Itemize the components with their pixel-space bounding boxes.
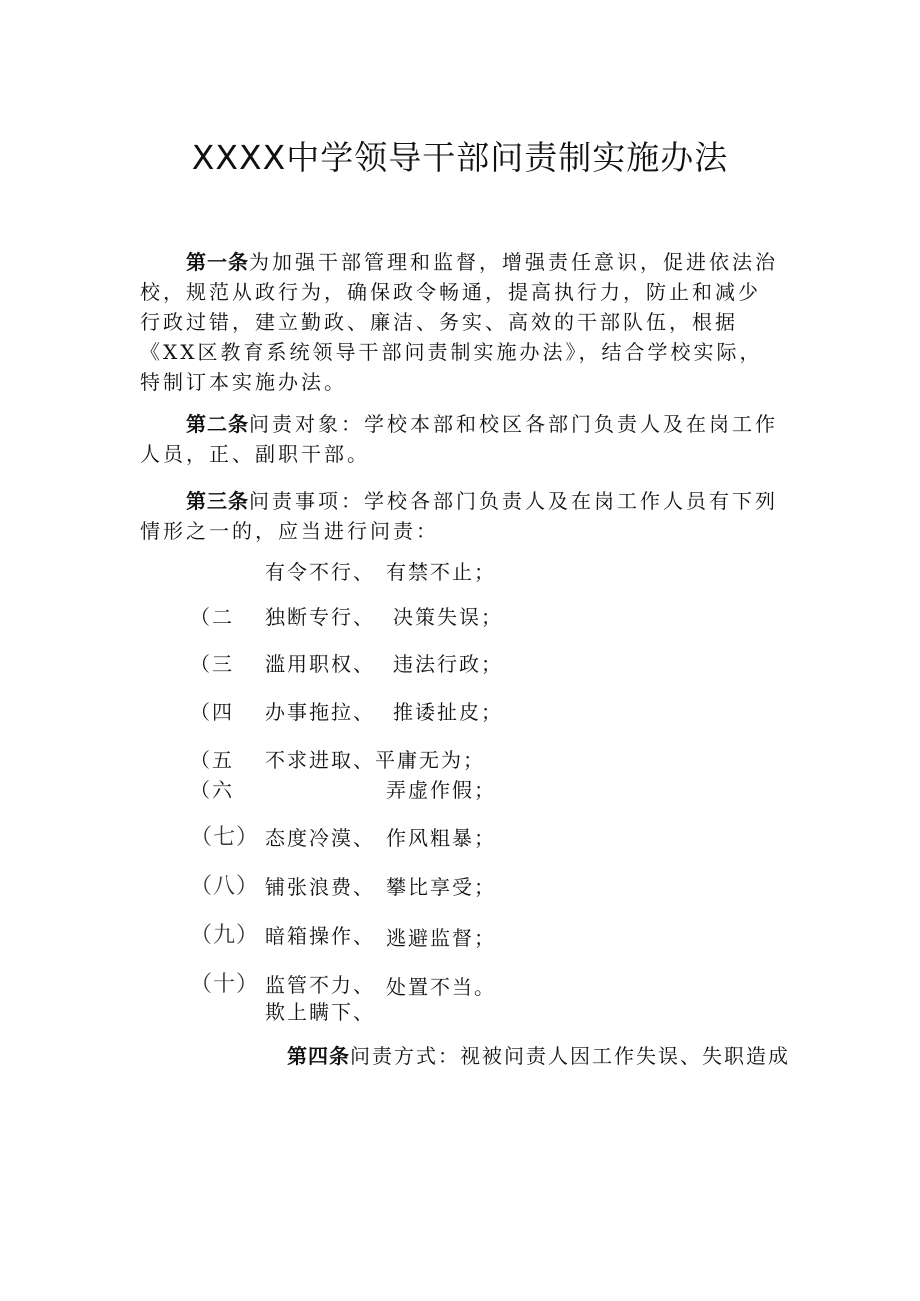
- item-text-a: 滥用职权、: [265, 652, 375, 676]
- item-number: （五: [190, 748, 234, 772]
- item-text-b: 攀比享受；: [386, 875, 496, 899]
- article-2-text: 问责对象：学校本部和校区各部门负责人及在岗工作人员，正、副职干部。: [140, 412, 778, 466]
- item-text-a: 不求进取、平庸无为；: [265, 748, 485, 772]
- article-4-text: 问责方式：视被问责人因工作失误、失职造成: [350, 1044, 790, 1068]
- item-text-b: 逃避监督；: [386, 926, 496, 950]
- article-4: [287, 1041, 790, 1071]
- item-text-a: 暗箱操作、: [265, 924, 375, 948]
- item-text-b: 违法行政；: [393, 652, 503, 676]
- item-number: （三: [190, 652, 234, 676]
- item-number: （六: [190, 778, 234, 802]
- article-4-label: 第四条: [287, 1044, 350, 1068]
- item-text-b: 处置不当。: [386, 975, 496, 999]
- item-text-a: 态度冷漠、: [265, 826, 375, 850]
- item-text-a: 独断专行、: [265, 605, 375, 629]
- article-3: [140, 486, 780, 546]
- item-number: （十）: [190, 972, 260, 997]
- document-title: XXXX中学领导干部问责制实施办法: [191, 138, 729, 177]
- item-text-b: 推诿扯皮；: [393, 700, 503, 724]
- item-text-b: 有禁不止；: [386, 560, 496, 584]
- item-number: （九）: [190, 923, 260, 948]
- item-text-a: 铺张浪费、: [265, 875, 375, 899]
- item-text-a: 监管不力、: [265, 973, 375, 997]
- article-1-text: 为加强干部管理和监督，增强责任意识，促进依法治校，规范从政行为，确保政令畅通，提高执行力，防止和减少行政过错，建立勤政、廉洁、务实、高效的干部队伍，根据《XX区教育系统领导干部问责制实施办法》，结合学校实际，特制订本实施办法。: [140, 250, 778, 394]
- item-text-a: 办事拖拉、: [265, 700, 375, 724]
- item-text-b: 作风粗暴；: [386, 826, 496, 850]
- article-3-text: 问责事项：学校各部门负责人及在岗工作人员有下列情形之一的，应当进行问责：: [140, 489, 778, 543]
- article-2: [140, 409, 780, 469]
- item-text-a: 欺上瞒下、: [265, 1000, 375, 1024]
- article-1-label: 第一条: [186, 250, 249, 274]
- item-text-b: 决策失误；: [393, 605, 503, 629]
- article-1: [140, 247, 780, 397]
- item-number: （四: [190, 700, 234, 724]
- item-number: （七）: [190, 825, 260, 850]
- item-text-a: 有令不行、: [265, 560, 375, 584]
- article-2-label: 第二条: [186, 412, 249, 436]
- article-3-label: 第三条: [186, 489, 249, 513]
- item-number: （二: [190, 605, 234, 629]
- item-text-b: 弄虚作假；: [386, 778, 496, 802]
- item-number: （八）: [190, 874, 260, 899]
